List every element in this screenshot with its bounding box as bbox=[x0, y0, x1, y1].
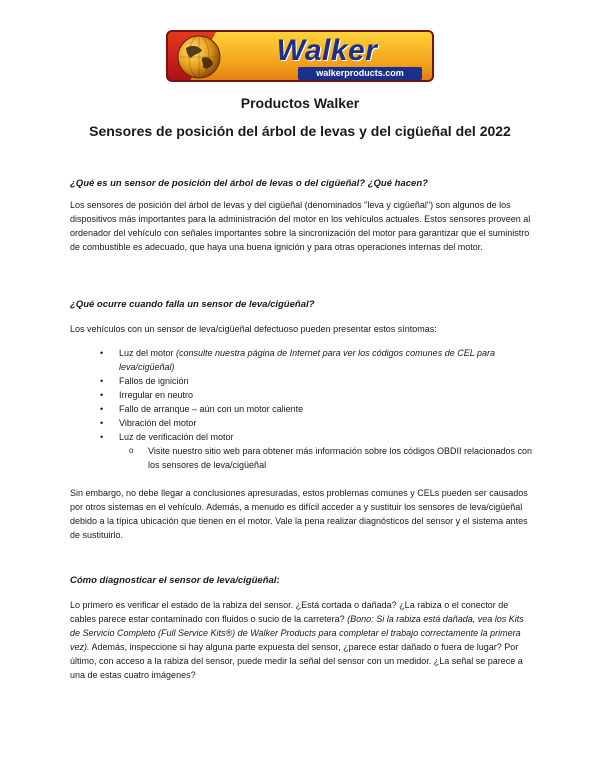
bullet-text: Luz de verificación del motor bbox=[119, 432, 234, 442]
section3-body-italic: (Bono: Si la rabiza está dañada, vea los Kits de Servicio Completo (Full Service Kits®) de Walker Products para completar el trabajo correctamente la primera vez). bbox=[70, 614, 524, 652]
symptom-list bbox=[70, 346, 540, 472]
bullet-text: Fallos de ignición bbox=[119, 376, 189, 386]
section3-body-part1: Lo primero es verificar el estado de la rabiza del sensor. ¿Está cortada o dañada? ¿La rabiza o el conector de cables parece estar contaminado con fluidos o sucio de la carretera? bbox=[70, 600, 509, 624]
bullet-note: (consulte nuestra página de Internet para ver los códigos comunes de CEL para leva/cigüeñal) bbox=[119, 348, 496, 372]
walker-logo bbox=[166, 30, 434, 82]
sub-bullet-text: Visite nuestro sitio web para obtener más información sobre los códigos OBDII relacionados con los sensores de leva/cigüeñal bbox=[148, 446, 533, 470]
section1-heading: ¿Qué es un sensor de posición del árbol de levas o del cigüeñal? ¿Qué hacen? bbox=[70, 178, 428, 189]
logo-url-text: walkerproducts.com bbox=[298, 67, 422, 80]
section3-heading: Cómo diagnosticar el sensor de leva/cigüeñal: bbox=[70, 575, 280, 586]
sub-list-item bbox=[119, 444, 540, 472]
bullet-text: Fallo de arranque – aún con un motor caliente bbox=[119, 404, 304, 414]
section3-body-part2: Además, inspeccione si hay alguna parte expuesta del sensor, ¿parece estar dañado o fuera de lugar? Por último, con acceso a la rabiza del sensor, puede medir la señal del sensor con un medidor. ¿La señal se parece a una de estas cuatro imágenes? bbox=[70, 642, 523, 680]
list-item bbox=[70, 374, 540, 388]
globe-icon bbox=[176, 34, 222, 80]
page-subtitle: Sensores de posición del árbol de levas y del cigüeñal del 2022 bbox=[89, 123, 511, 139]
section2-intro: Los vehículos con un sensor de leva/cigüeñal defectuoso pueden presentar estos síntomas: bbox=[70, 324, 437, 334]
section2-heading: ¿Qué ocurre cuando falla un sensor de leva/cigüeñal? bbox=[70, 299, 315, 310]
bullet-text: Vibración del motor bbox=[119, 418, 197, 428]
list-item bbox=[70, 388, 540, 402]
page-title: Productos Walker bbox=[240, 95, 360, 111]
logo-brand-text: Walker bbox=[276, 34, 378, 67]
list-item bbox=[70, 402, 540, 416]
section3-body bbox=[70, 598, 535, 682]
section1-body: Los sensores de posición del árbol de levas y del cigüeñal (denominados "leva y cigüeñal") son algunos de los dispositivos más importantes para la administración del motor en los vehículos actuales. Estos sensores proveen al ordenador del vehículo con señales importantes sobre la sincronización del motor para garantizar que el suministro de combustible es adecuado, que haya una buena ignición y para otras operaciones internas del motor. bbox=[70, 200, 531, 252]
bullet-text: Luz del motor bbox=[119, 348, 177, 358]
sub-list bbox=[119, 444, 540, 472]
list-item bbox=[70, 430, 540, 472]
section2-closing: Sin embargo, no debe llegar a conclusiones apresuradas, estos problemas comunes y CELs pueden ser causados por otros sistemas en el vehículo. Además, a menudo es difícil acceder a y sustituir los sensores de leva/cigüeñal debido a la típica ubicación que tienen en el motor. Vale la pena realizar diagnósticos del sensor y el sistema antes de sustituirlo. bbox=[70, 488, 528, 540]
list-item bbox=[70, 416, 540, 430]
list-item bbox=[70, 346, 540, 374]
bullet-text: Irregular en neutro bbox=[119, 390, 194, 400]
